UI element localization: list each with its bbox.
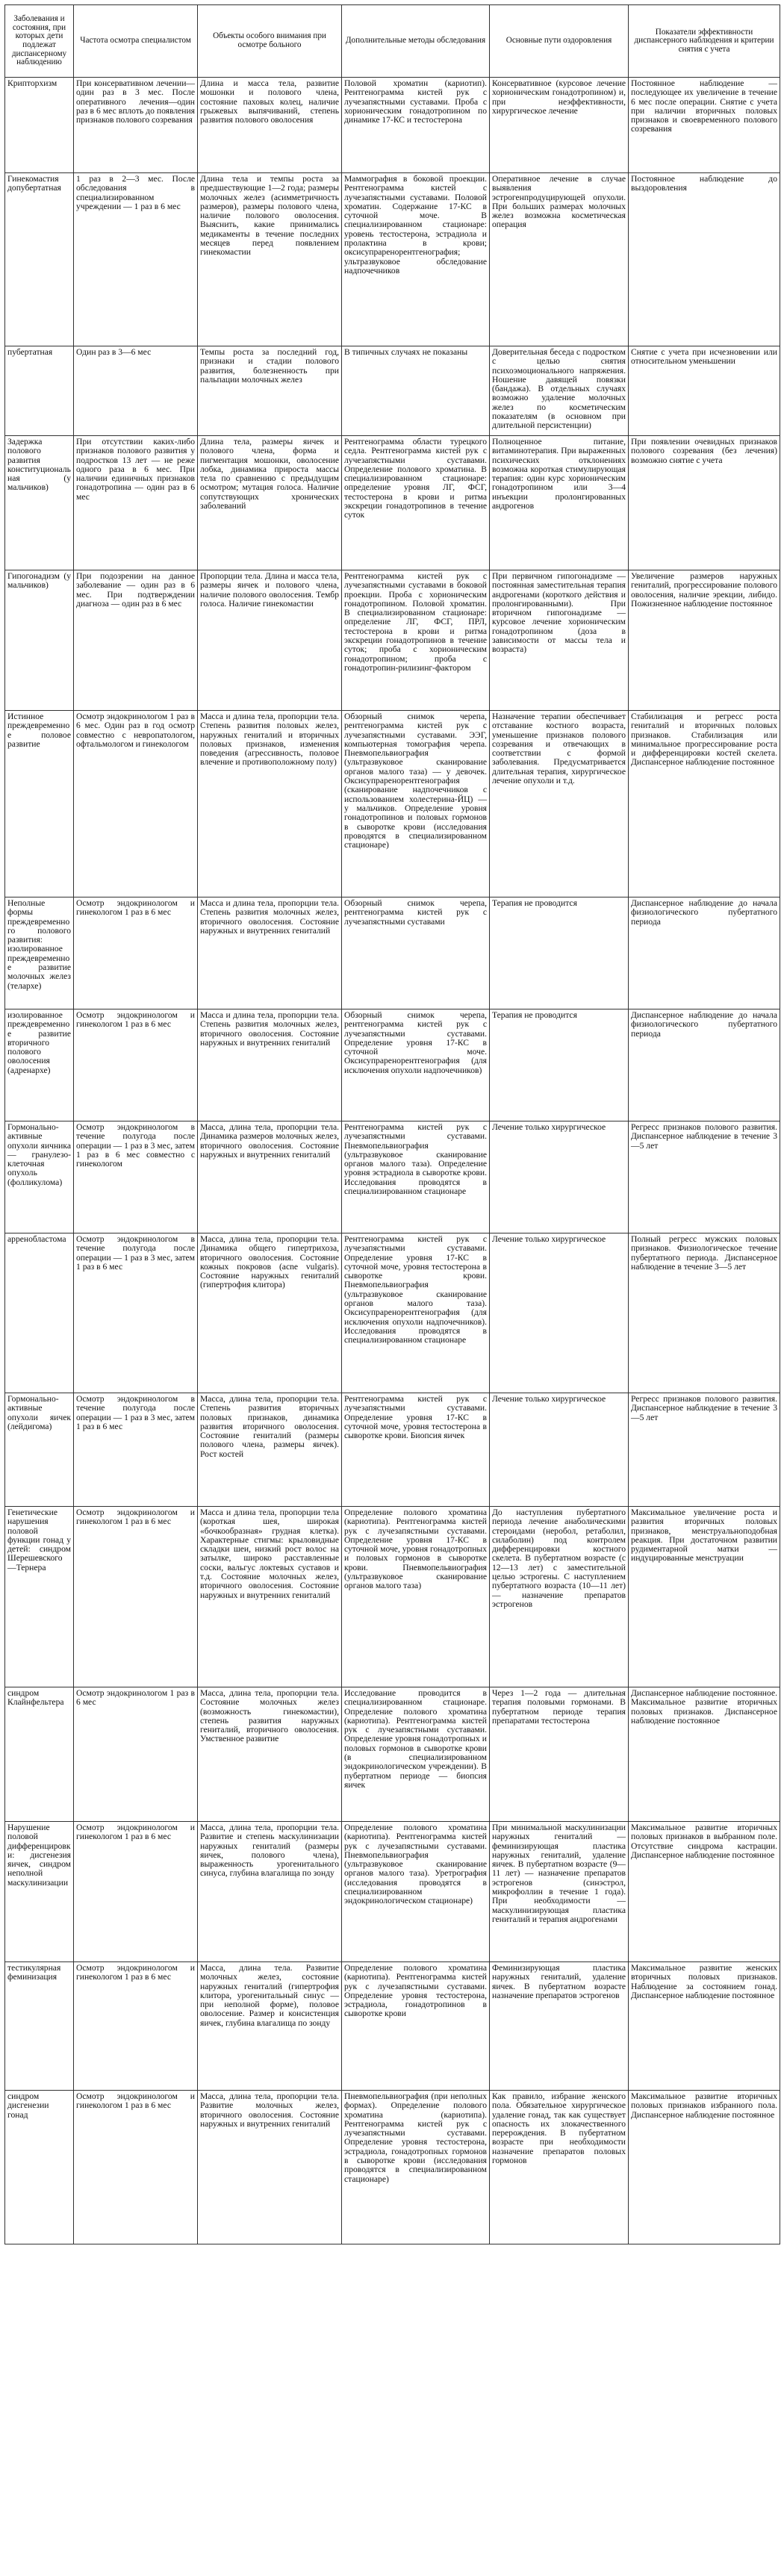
disease-cell: Гормонально-активные опухоли яичек (лейдигома) — [5, 1393, 74, 1507]
paths-cell: Лечение только хирургическое — [490, 1393, 629, 1507]
criteria-cell: Максимальное увеличение роста и развития вторичных половых признаков, менструальноподобная реакция. При достаточном развитии рудиментарной матки — индуцированные менструации — [629, 1507, 780, 1687]
header-paths: Основные пути оздоровления — [490, 5, 629, 78]
frequency-cell: Осмотр эндокринологом и гинекологом 1 раз в 6 мес — [74, 897, 198, 1009]
methods-cell: Рентгенограмма области турецкого седла. Рентгенограмма кистей рук с лучезапястными суставами. Определение полового хроматина. В специализированном стационаре: определение уровня ЛГ, ФСГ, тестостерона в крови и ритма экскреции гонадотропинов в течение суток — [342, 436, 490, 570]
focus-cell: Масса, длина тела, пропорции тела. Динамика общего гипертрихоза, вторичного оволосения. Состояние кожных покровов (acne vulgaris). Состояние наружных гениталий (гипертрофия клитора) — [198, 1233, 342, 1393]
focus-cell: Масса, длина тела, пропорции тела. Развитие молочных желез, вторичного оволосения. Состояние наружных и внутренних гениталий — [198, 2091, 342, 2244]
methods-cell: Рентгенограмма кистей рук с лучезапястными суставами. Пневмопельвиография (ультразвуковое сканирование органов малого таза). Определение уровня эстрадиола в сыворотке крови. Исследования проводятся в специализированном стационаре — [342, 1121, 490, 1233]
header-focus: Объекты особого внимания при осмотре больного — [198, 5, 342, 78]
disease-cell: арренобластома — [5, 1233, 74, 1393]
methods-cell: Исследование проводится в специализированном стационаре. Определение полового хроматина (кариотипа). Рентгенограмма кистей рук с лучезапястными суставами. Определение уровня гонадотропных и половых гормонов в сыворотке крови (в специализированном эндокринологическом учреждении). В пубертатном периоде — биопсия яичек — [342, 1687, 490, 1822]
paths-cell: До наступления пубертатного периода лечение анаболическими стероидами (неробол, ретаболил, силаболин) под контролем дифференцировки костного скелета. В пубертатном возрасте (с 12—13 лет) с заместительной целью эстрогены. С наступлением пубертатного возраста (10—11 лет) — назначение препаратов эстрогенов — [490, 1507, 629, 1687]
disease-cell: Генетические нарушения половой функции гонад у детей: синдром Шерешевского—Тернера — [5, 1507, 74, 1687]
disease-cell: синдром Клайнфельтера — [5, 1687, 74, 1822]
methods-cell: Определение полового хроматина (кариотипа). Рентгенограмма кистей рук с лучезапястными суставами. Определение уровня тестостерона, эстрадиола, гонадотропинов в сыворотке крови — [342, 1962, 490, 2091]
paths-cell: Лечение только хирургическое — [490, 1121, 629, 1233]
methods-cell: Определение полового хроматина (кариотипа). Рентгенограмма кистей рук с лучезапястными суставами. Определение уровня 17-КС в суточной моче, уровня гонадотропных и половых гормонов в сыворотке крови. Пневмопельвиография (ультразвуковое сканирование органов малого таза) — [342, 1507, 490, 1687]
paths-cell: Как правило, избрание женского пола. Обязательное хирургическое удаление гонад, так как существует опасность их злокачественного перерождения. В пубертатном возрасте при необходимости назначение препаратов половых гормонов — [490, 2091, 629, 2244]
focus-cell: Темпы роста за последний год, признаки и стадии полового развития, болезненность при пальпации молочных желез — [198, 346, 342, 436]
criteria-cell: Максимальное развитие вторичных половых признаков в выбранном поле. Отсутствие синдрома кастрации. Диспансерное наблюдение постоянное — [629, 1822, 780, 1962]
paths-cell: Консервативное (курсовое лечение хорионическим гонадотропином) и, при неэффективности, хирургическое лечение — [490, 78, 629, 173]
table-row — [5, 2091, 780, 2244]
focus-cell: Масса, длина тела, пропорции тела. Состояние молочных желез (возможность гинекомастии), степень развития наружных гениталий, вторичного оволосения. Умственное развитие — [198, 1687, 342, 1822]
frequency-cell: При подозрении на данное заболевание — один раз в 6 мес. При подтверждении диагноза — один раз в 6 мес — [74, 570, 198, 711]
paths-cell: При первичном гипогонадизме — постоянная заместительная терапия андрогенами (короткого действия и пролонгированными). При вторичном гипогонадизме — курсовое лечение хорионическим гонадотропином (доза в зависимости от массы тела и возраста) — [490, 570, 629, 711]
frequency-cell: Осмотр эндокринологом и гинекологом 1 раз в 6 мес — [74, 1822, 198, 1962]
focus-cell: Длина и масса тела, развитие мошонки и полового члена, состояние паховых колец, наличие грыжевых выпячиваний, степень развития полового оволосения — [198, 78, 342, 173]
table-row — [5, 78, 780, 173]
methods-cell: Рентгенограмма кистей рук с лучезапястными суставами в боковой проекции. Проба с хорионическим гонадотропином. Половой хроматин. В специализированном стационаре: определение ЛГ, ФСГ, ПРЛ, тестостерона в крови и ритма экскреции гонадотропинов в течение суток; проба с хорионическим гонадотропином; проба с гонадотропин-рилизинг-фактором — [342, 570, 490, 711]
dispensary-table — [4, 4, 780, 2244]
criteria-cell: Постоянное наблюдение до выздоровления — [629, 173, 780, 346]
criteria-cell: Регресс признаков полового развития. Диспансерное наблюдение в течение 3—5 лет — [629, 1393, 780, 1507]
frequency-cell: Осмотр эндокринологом и гинекологом 1 раз в 6 мес — [74, 1962, 198, 2091]
table-row — [5, 1393, 780, 1507]
focus-cell: Масса и длина тела, пропорции тела. Степень развития молочных желез, вторичного оволосения. Состояние наружных и внутренних гениталий — [198, 897, 342, 1009]
table-row — [5, 436, 780, 570]
criteria-cell: Регресс признаков полового развития. Диспансерное наблюдение в течение 3—5 лет — [629, 1121, 780, 1233]
table-row — [5, 1507, 780, 1687]
criteria-cell: Стабилизация и регресс роста гениталий и вторичных половых признаков. Стабилизация или минимальное прогрессирование роста и дифференцировки костей скелета. Диспансерное наблюдение постоянное — [629, 711, 780, 897]
methods-cell: Обзорный снимок черепа, рентгенограмма кистей рук с лучезапястными суставами — [342, 897, 490, 1009]
methods-cell: Обзорный снимок черепа, рентгенограмма кистей рук с лучезапястными суставами. ЭЭГ, компьютерная томография черепа. Пневмопельвиография (ультразвуковое сканирование органов малого таза) — у девочек. Оксисупраренорентгенография (сканирование надпочечников с использованием холестерина-ЙЦ) — у мальчиков. Определение уровня гонадотропинов и половых гормонов в сыворотке крови (исследования проводятся в специализированном стационаре) — [342, 711, 490, 897]
disease-cell: синдром дисгенезии гонад — [5, 2091, 74, 2244]
criteria-cell: Диспансерное наблюдение до начала физиологического пубертатного периода — [629, 1009, 780, 1121]
table-row — [5, 1233, 780, 1393]
frequency-cell: Осмотр эндокринологом 1 раз в 6 мес. Один раз в год осмотр совместно с невропатологом, офтальмологом и гинекологом — [74, 711, 198, 897]
paths-cell: Назначение терапии обеспечивает отставание костного возраста, уменьшение признаков полового созревания и отвечающих в соответствии с формой заболевания. Предусматривается длительная терапия, хирургическое лечение опухоли и т.д. — [490, 711, 629, 897]
methods-cell: Рентгенограмма кистей рук с лучезапястными суставами. Определение уровня 17-КС в суточной моче, уровня тестостерона в сыворотке крови. Пневмопельвиография (ультразвуковое сканирование органов малого таза). Оксисупраренорентгенография (для исключения опухоли надпочечников). Исследования проводятся в специализированном стационаре — [342, 1233, 490, 1393]
criteria-cell: Увеличение размеров наружных гениталий, прогрессирование полового оволосения, наличие эрекции, либидо. Пожизненное наблюдение постоянное — [629, 570, 780, 711]
frequency-cell: Один раз в 3—6 мес — [74, 346, 198, 436]
table-row — [5, 570, 780, 711]
table-row — [5, 1822, 780, 1962]
frequency-cell: Осмотр эндокринологом и гинекологом 1 раз в 6 мес — [74, 2091, 198, 2244]
frequency-cell: Осмотр эндокринологом и гинекологом 1 раз в 6 мес — [74, 1009, 198, 1121]
criteria-cell: Диспансерное наблюдение до начала физиологического пубертатного периода — [629, 897, 780, 1009]
criteria-cell: Максимальное развитие вторичных половых признаков избранного пола. Диспансерное наблюдение постоянное — [629, 2091, 780, 2244]
table-row — [5, 1962, 780, 2091]
frequency-cell: 1 раз в 2—3 мес. После обследования в специализированном учреждении — 1 раз в 6 мес — [74, 173, 198, 346]
paths-cell: Терапия не проводится — [490, 1009, 629, 1121]
disease-cell: изолированное преждевременное развитие вторичного полового оволосения (адренархе) — [5, 1009, 74, 1121]
disease-cell: Нарушение половой дифференцировки: дисгенезия яичек, синдром неполной маскулинизации — [5, 1822, 74, 1962]
focus-cell: Пропорции тела. Длина и масса тела, размеры яичек и полового члена, наличие полового оволосения. Тембр голоса. Наличие гинекомастии — [198, 570, 342, 711]
focus-cell: Масса, длина тела, пропорции тела. Динамика размеров молочных желез, вторичного оволосения. Состояние наружных и внутренних гениталий — [198, 1121, 342, 1233]
frequency-cell: Осмотр эндокринологом и гинекологом 1 раз в 6 мес — [74, 1507, 198, 1687]
disease-cell: пубертатная — [5, 346, 74, 436]
focus-cell: Масса, длина тела, пропорции тела. Степень развития вторичных половых признаков, динамика развития вторичного оволосения. Состояние гениталий (размеры полового члена, размеры яичек). Рост костей — [198, 1393, 342, 1507]
table-row — [5, 173, 780, 346]
disease-cell: тестикулярная феминизация — [5, 1962, 74, 2091]
disease-cell: Задержка полового развития конституциональная (у мальчиков) — [5, 436, 74, 570]
header-disease: Заболевания и состояния, при которых дети подлежат диспансерному наблюдению — [5, 5, 74, 78]
criteria-cell: Диспансерное наблюдение постоянное. Максимальное развитие вторичных половых признаков. Диспансерное наблюдение постоянное — [629, 1687, 780, 1822]
criteria-cell: Полный регресс мужских половых признаков. Физиологическое течение пубертатного периода. Диспансерное наблюдение в течение 3—5 лет — [629, 1233, 780, 1393]
paths-cell: Доверительная беседа с подростком с целью снятия психоэмоционального напряжения. Ношение давящей повязки (бандажа). В отдельных случаях возможно удаление молочных желез по косметическим показателям (в основном при длительной персистенции) — [490, 346, 629, 436]
focus-cell: Длина тела, размеры яичек и полового члена, форма и пигментация мошонки, оволосение лобка, динамика прироста массы тела по сравнению с предыдущим осмотром; мутация голоса. Наличие сопутствующих хронических заболеваний — [198, 436, 342, 570]
paths-cell: При минимальной маскулинизации наружных гениталий — феминизирующая пластика наружных гениталий, удаление яичек. В пубертатном возрасте (9—11 лет) — назначение препаратов эстрогенов (синэстрол, микрофоллин в течение 1 года). При необходимости — маскулинизирующая пластика гениталий и терапия андрогенами — [490, 1822, 629, 1962]
header-row — [5, 5, 780, 78]
focus-cell: Масса и длина тела, пропорции тела. Степень развития молочных желез, вторичного оволосения. Состояние наружных и внутренних гениталий — [198, 1009, 342, 1121]
methods-cell: Обзорный снимок черепа, рентгенограмма кистей рук с лучезапястными суставами. Определение уровня 17-КС в суточной моче. Оксисупраренорентгенография (для исключения опухоли надпочечников) — [342, 1009, 490, 1121]
disease-cell: Гипогонадизм (у мальчиков) — [5, 570, 74, 711]
frequency-cell: Осмотр эндокринологом 1 раз в 6 мес — [74, 1687, 198, 1822]
frequency-cell: При консервативном лечении—один раз в 3 мес. После оперативного лечения—один раз в 6 мес вплоть до появления признаков полового созревания — [74, 78, 198, 173]
disease-cell: Гормонально-активные опухоли яичника — гранулезо-клеточная опухоль (фолликулома) — [5, 1121, 74, 1233]
paths-cell: Полноценное питание, витаминотерапия. При выраженных психических отклонениях возможна короткая стимулирующая терапия: один курс хорионическим гонадотропином или 3—4 инъекции пролонгированных андрогенов — [490, 436, 629, 570]
criteria-cell: Снятие с учета при исчезновении или относительном уменьшении — [629, 346, 780, 436]
paths-cell: Лечение только хирургическое — [490, 1233, 629, 1393]
frequency-cell: Осмотр эндокринологом в течение полугода после операции — 1 раз в 3 мес, затем 1 раз в 6 мес совместно с гинекологом — [74, 1121, 198, 1233]
table-row — [5, 1121, 780, 1233]
frequency-cell: При отсутствии каких-либо признаков полового развития у подростков 13 лет — не реже одного раза в 6 мес. При наличии единичных признаков гонадотропина — один раз в 6 мес — [74, 436, 198, 570]
methods-cell: Маммография в боковой проекции. Рентгенограмма кистей с лучезапястными суставами. Половой хроматин. Содержание 17-КС в суточной моче. В специализированном стационаре: уровень тестостерона, эстрадиола и пролактина в крови; оксисупраренорентгенография; ультразвуковое обследование надпочечников — [342, 173, 490, 346]
paths-cell: Через 1—2 года — длительная терапия половыми гормонами. В пубертатном периоде терапия препаратами тестостерона — [490, 1687, 629, 1822]
header-criteria: Показатели эффективности диспансерного наблюдения и критерии снятия с учета — [629, 5, 780, 78]
table-row — [5, 711, 780, 897]
disease-cell: Неполные формы преждевременного полового развития: изолированное преждевременное развитие молочных желез (телархе) — [5, 897, 74, 1009]
paths-cell: Оперативное лечение в случае выявления эстрогенпродуцирующей опухоли. При больших размерах молочных желез возможна косметическая операция — [490, 173, 629, 346]
frequency-cell: Осмотр эндокринологом в течение полугода после операции — 1 раз в 3 мес, затем 1 раз в 6 мес — [74, 1233, 198, 1393]
methods-cell: Половой хроматин (кариотип). Рентгенограмма кистей рук с лучезапястными суставами. Проба с хорионическим гонадотропином по динамике 17-КС и тестостерона — [342, 78, 490, 173]
focus-cell: Длина тела и темпы роста за предшествующие 1—2 года; размеры молочных желез (асимметричность размеров), размеры полового члена, наличие полового оволосения. Выяснить, какие принимались медикаменты в течение последних месяцев перед появлением гинекомастии — [198, 173, 342, 346]
header-frequency: Частота осмотра специалистом — [74, 5, 198, 78]
methods-cell: Определение полового хроматина (кариотипа). Рентгенограмма кистей рук с лучезапястными суставами. Пневмопельвиография (ультразвуковое сканирование органов малого таза). Уретрография (исследования проводятся в специализированном эндокринологическом стационаре) — [342, 1822, 490, 1962]
methods-cell: Пневмопельвиография (при неполных формах). Определение полового хроматина (кариотипа). Рентгенограмма кистей рук с лучезапястными суставами. Определение уровня тестостерона, эстрадиола, гонадотропных гормонов в сыворотке крови (исследования проводятся в специализированном стационаре) — [342, 2091, 490, 2244]
table-row — [5, 1687, 780, 1822]
disease-cell: Крипторхизм — [5, 78, 74, 173]
methods-cell: Рентгенограмма кистей рук с лучезапястными суставами. Определение уровня 17-КС в суточной моче, уровня тестостерона в сыворотке крови. Биопсия яичек — [342, 1393, 490, 1507]
focus-cell: Масса и длина тела, пропорции тела (короткая шея, широкая «бочкообразная» грудная клетка). Характерные стигмы: крыловидные складки шеи, низкий рост волос на затылке, широко расставленные соски, вальгус локтевых суставов и т.д. Состояние молочных желез, вторичного оволосения. Состояние наружных и внутренних гениталий — [198, 1507, 342, 1687]
focus-cell: Масса и длина тела, пропорции тела. Степень развития половых желез, наружных гениталий и вторичных половых признаков, изменения поведения (агрессивность, половое влечение и противоположному полу) — [198, 711, 342, 897]
focus-cell: Масса, длина тела. Развитие молочных желез, состояние наружных гениталий (гипертрофия клитора, урогенитальный синус — при неполной форме), половое оволосение. Размер и консистенция яичек, глубина влагалища по зонду — [198, 1962, 342, 2091]
frequency-cell: Осмотр эндокринологом в течение полугода после операции — 1 раз в 3 мес, затем 1 раз в 6 мес — [74, 1393, 198, 1507]
criteria-cell: При появлении очевидных признаков полового созревания (без лечения) возможно снятие с учета — [629, 436, 780, 570]
criteria-cell: Постоянное наблюдение — последующее их увеличение в течение 6 мес после операции. Снятие с учета при наличии вторичных половых признаков и своевременного полового созревания — [629, 78, 780, 173]
criteria-cell: Максимальное развитие женских вторичных половых признаков. Наблюдение за состоянием гонад. Диспансерное наблюдение постоянное — [629, 1962, 780, 2091]
table-row — [5, 1009, 780, 1121]
table-row — [5, 897, 780, 1009]
paths-cell: Феминизирующая пластика наружных гениталий, удаление яичек. В пубертатном возрасте назначение препаратов эстрогенов — [490, 1962, 629, 2091]
header-methods: Дополнительные методы обследования — [342, 5, 490, 78]
table-row — [5, 346, 780, 436]
methods-cell: В типичных случаях не показаны — [342, 346, 490, 436]
disease-cell: Истинное преждевременное половое развитие — [5, 711, 74, 897]
paths-cell: Терапия не проводится — [490, 897, 629, 1009]
focus-cell: Масса, длина тела, пропорции тела. Развитие и степень маскулинизации наружных гениталий (размеры яичек, полового члена), выраженность урогенитального синуса, глубина влагалища по зонду — [198, 1822, 342, 1962]
disease-cell: Гинекомастия допубертатная — [5, 173, 74, 346]
